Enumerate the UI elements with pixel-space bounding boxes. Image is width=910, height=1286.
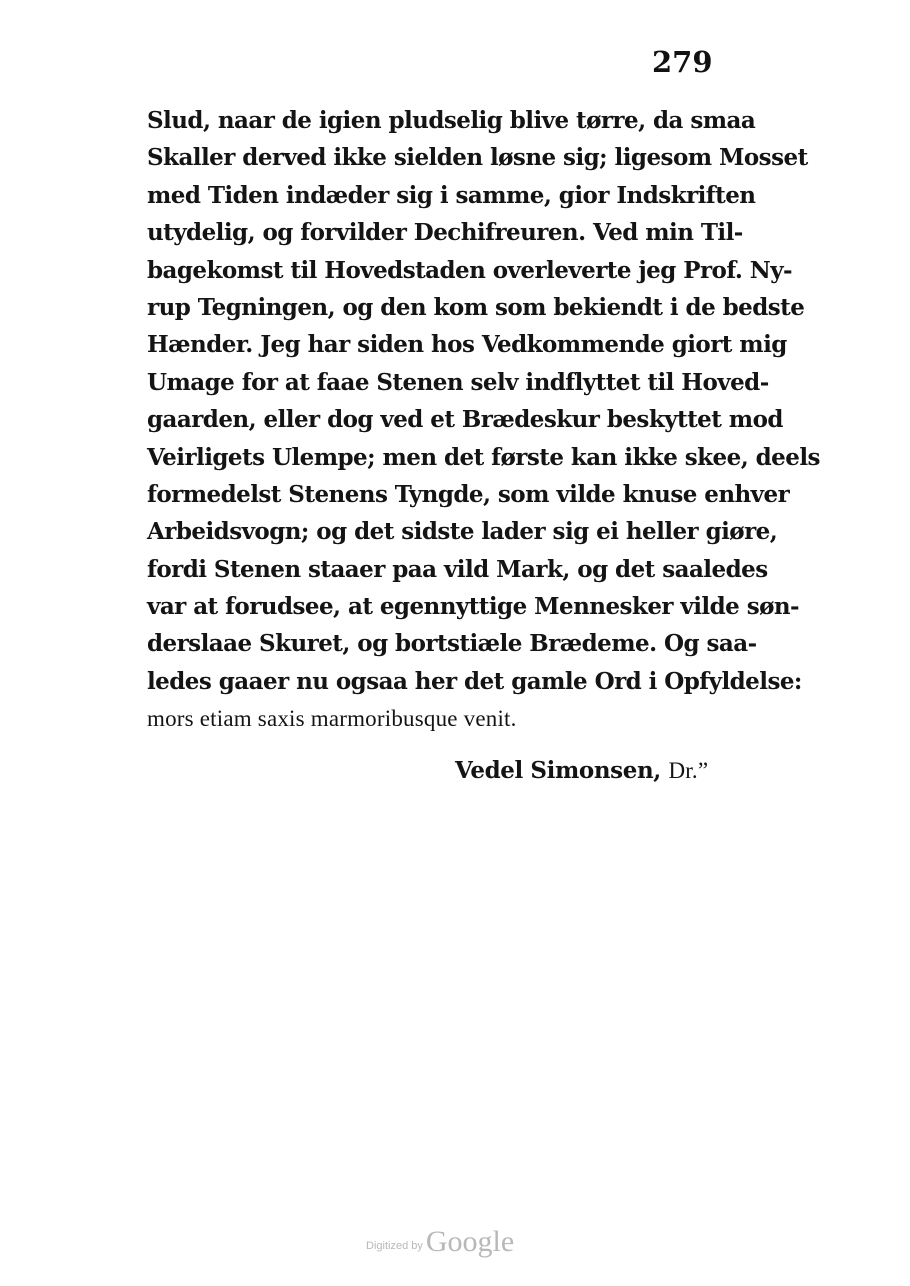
text-line-15: derslaae Skuret, og bortstiæle Brædeme. Og saa- [147, 630, 757, 658]
latin-quote-line: mors etiam saxis marmoribusque venit. [147, 706, 517, 732]
signature-title: Dr.” [668, 758, 709, 783]
signature [455, 752, 708, 789]
text-line-14: var at forudsee, at egennyttige Mennesker vilde søn- [147, 593, 800, 621]
text-line-6: rup Tegningen, og den kom som bekiendt i de bedste [147, 293, 805, 321]
page-number: 279 [652, 45, 713, 79]
text-line-13: fordi Stenen staaer paa vild Mark, og det saaledes [147, 555, 768, 583]
text-line-4: utydelig, og forvilder Dechifreuren. Ved min Til- [147, 219, 743, 247]
digitized-watermark [366, 1224, 514, 1258]
text-line-10: Veirligets Ulempe; men det første kan ikke skee, deels [147, 443, 820, 471]
watermark-brand: Google [425, 1225, 515, 1258]
text-line-16: ledes gaaer nu ogsaa her det gamle Ord i Opfyldelse: [147, 667, 802, 695]
text-line-9: gaarden, eller dog ved et Brædeskur beskyttet mod [147, 406, 783, 434]
text-line-2: Skaller derved ikke sielden løsne sig; ligesom Mosset [147, 144, 808, 172]
signature-name: Vedel Simonsen, [455, 757, 661, 784]
text-line-12: Arbeidsvogn; og det sidste lader sig ei heller giøre, [147, 518, 778, 546]
text-line-8: Umage for at faae Stenen selv indflyttet til Hoved- [147, 368, 769, 396]
text-line-7: Hænder. Jeg har siden hos Vedkommende giort mig [147, 331, 787, 359]
text-line-3: med Tiden indæder sig i samme, gior Indskriften [147, 181, 756, 209]
body-text [147, 102, 820, 738]
text-line-1: Slud, naar de igien pludselig blive tørre, da smaa [147, 107, 756, 134]
watermark-prefix: Digitized by [366, 1240, 423, 1252]
text-line-11: formedelst Stenens Tyngde, som vilde knuse enhver [147, 480, 790, 508]
text-line-5: bagekomst til Hovedstaden overleverte jeg Prof. Ny- [147, 256, 793, 284]
